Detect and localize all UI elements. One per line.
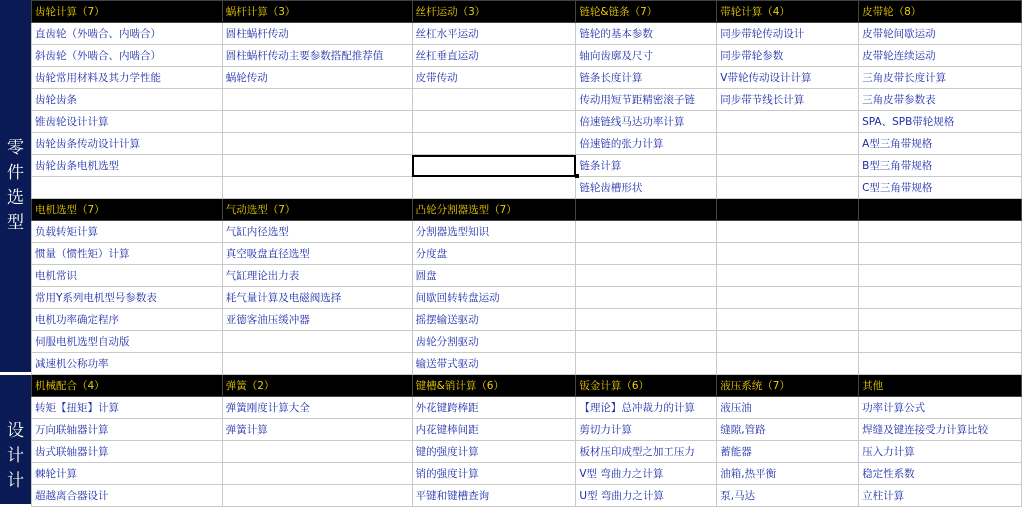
calc-link-cell[interactable]: 同步带节线长计算 [717,89,859,111]
category-char: 计 [7,471,24,491]
empty-cell[interactable] [717,111,859,133]
empty-cell[interactable] [222,331,412,353]
calc-link-cell[interactable]: 常用Y系列电机型号参数表 [32,287,223,309]
calc-link-cell[interactable]: 传动用短节距精密滚子链 [576,89,717,111]
section-header-cell[interactable]: 气动选型（7） [222,199,412,221]
empty-cell[interactable] [222,441,412,463]
empty-cell[interactable] [717,309,859,331]
calc-link-cell[interactable]: 蓄能器 [717,441,859,463]
empty-cell[interactable] [32,177,223,199]
empty-cell[interactable] [222,463,412,485]
table-row [32,331,1022,353]
section-header-cell[interactable]: 蜗杆计算（3） [222,1,412,23]
calc-link-cell[interactable]: 惯量（惯性矩）计算 [32,243,223,265]
calc-link-cell[interactable]: 泵,马达 [717,485,859,507]
empty-cell[interactable] [717,287,859,309]
empty-cell[interactable] [859,287,1022,309]
calc-link-cell[interactable]: 万向联轴器计算 [32,419,223,441]
table-row [32,221,1022,243]
calc-link-cell[interactable]: 耗气量计算及电磁阀选择 [222,287,412,309]
calc-link-cell[interactable]: 三角皮带长度计算 [859,67,1022,89]
calc-link-cell[interactable]: 键的强度计算 [412,441,576,463]
section-header-cell[interactable] [859,199,1022,221]
calc-link-cell[interactable]: 链条计算 [576,155,717,177]
calc-link-cell[interactable]: 棘轮计算 [32,463,223,485]
calc-link-cell[interactable]: 齿轮分割驱动 [412,331,576,353]
empty-cell[interactable] [576,221,717,243]
calc-link-cell[interactable]: 稳定性系数 [859,463,1022,485]
calc-link-cell[interactable]: 亚德客油压缓冲器 [222,309,412,331]
section-header-cell[interactable]: 钣金计算（6） [576,375,717,397]
empty-cell[interactable] [222,111,412,133]
section-header-cell[interactable] [717,199,859,221]
category-label-design-calc[interactable] [0,375,31,504]
section-header-cell[interactable]: 丝杆运动（3） [412,1,576,23]
category-char: 计 [7,446,24,466]
empty-cell[interactable] [859,353,1022,375]
calc-link-cell[interactable]: 剪切力计算 [576,419,717,441]
fill-handle[interactable] [575,174,579,178]
calc-link-cell[interactable]: A型三角带规格 [859,133,1022,155]
calc-link-cell[interactable]: 皮带轮间歇运动 [859,23,1022,45]
empty-cell[interactable] [859,309,1022,331]
empty-cell[interactable] [717,155,859,177]
calc-link-cell[interactable]: 分割器选型知识 [412,221,576,243]
calc-link-cell[interactable]: 蜗轮传动 [222,67,412,89]
empty-cell[interactable] [576,331,717,353]
calc-link-cell[interactable]: 减速机公称功率 [32,353,223,375]
calc-link-cell[interactable]: 焊缝及键连接受力计算比较 [859,419,1022,441]
section-header-cell[interactable]: 键槽&销计算（6） [412,375,576,397]
category-char: 型 [7,213,24,233]
empty-cell[interactable] [859,265,1022,287]
section-header-row [32,375,1022,397]
table-row [32,155,1022,177]
calc-link-cell[interactable]: 皮带传动 [412,67,576,89]
empty-cell[interactable] [717,243,859,265]
category-char: 设 [7,421,24,441]
empty-cell[interactable] [859,243,1022,265]
table-row [32,419,1022,441]
calc-link-cell[interactable]: 负载转矩计算 [32,221,223,243]
table-row [32,397,1022,419]
calc-link-cell[interactable]: 摇摆输送驱动 [412,309,576,331]
empty-cell[interactable] [717,331,859,353]
category-label-parts-selection[interactable] [0,0,31,372]
calculation-index-table [31,0,1022,507]
calc-link-cell[interactable]: V带轮传动设计计算 [717,67,859,89]
calc-link-cell[interactable]: 立柱计算 [859,485,1022,507]
table-row [32,243,1022,265]
section-header-cell[interactable]: 皮带轮（8） [859,1,1022,23]
section-header-cell[interactable]: 齿轮计算（7） [32,1,223,23]
empty-cell[interactable] [717,265,859,287]
table-row [32,177,1022,199]
empty-cell[interactable] [222,133,412,155]
calc-link-cell[interactable]: 油箱,热平衡 [717,463,859,485]
calc-link-cell[interactable]: 输送带式驱动 [412,353,576,375]
empty-cell[interactable] [717,221,859,243]
calc-link-cell[interactable]: 分度盘 [412,243,576,265]
table-row [32,309,1022,331]
calc-link-cell[interactable]: 同步带轮传动设计 [717,23,859,45]
calc-link-cell[interactable]: 链轮的基本参数 [576,23,717,45]
calc-link-cell[interactable]: 三角皮带参数表 [859,89,1022,111]
empty-cell[interactable] [222,485,412,507]
calc-link-cell[interactable]: 内花键棒间距 [412,419,576,441]
table-row [32,485,1022,507]
calc-link-cell[interactable]: 齿轮齿条电机选型 [32,155,223,177]
section-header-cell[interactable] [576,199,717,221]
calc-link-cell[interactable]: 平键和键槽查询 [412,485,576,507]
calc-link-cell[interactable]: V型 弯曲力之计算 [576,463,717,485]
empty-cell[interactable] [576,265,717,287]
section-header-row [32,199,1022,221]
calc-link-cell[interactable]: 皮带轮连续运动 [859,45,1022,67]
calc-link-cell[interactable]: 倍速链线马达功率计算 [576,111,717,133]
calc-link-cell[interactable]: 真空吸盘直径选型 [222,243,412,265]
empty-cell[interactable] [412,89,576,111]
section-header-cell[interactable]: 弹簧（2） [222,375,412,397]
calc-link-cell[interactable]: 锥齿轮设计计算 [32,111,223,133]
section-header-cell[interactable]: 其他 [859,375,1022,397]
calc-link-cell[interactable]: 超越离合器设计 [32,485,223,507]
table-row [32,23,1022,45]
calc-link-cell[interactable]: U型 弯曲力之计算 [576,485,717,507]
calc-link-cell[interactable]: 电机常识 [32,265,223,287]
empty-cell[interactable] [717,177,859,199]
calc-link-cell[interactable]: 液压油 [717,397,859,419]
empty-cell[interactable] [576,309,717,331]
calc-link-cell[interactable]: 圆柱蜗杆传动 [222,23,412,45]
calc-link-cell[interactable]: 间歇回转转盘运动 [412,287,576,309]
calc-link-cell[interactable]: 圆柱蜗杆传动主要参数搭配推荐值 [222,45,412,67]
calc-link-cell[interactable]: B型三角带规格 [859,155,1022,177]
calc-link-cell[interactable]: 伺服电机选型自动版 [32,331,223,353]
table-row [32,45,1022,67]
table-row [32,89,1022,111]
section-header-cell[interactable]: 凸轮分割器选型（7） [412,199,576,221]
calc-link-cell[interactable]: C型三角带规格 [859,177,1022,199]
empty-cell[interactable] [412,155,576,177]
empty-cell[interactable] [717,353,859,375]
calc-link-cell[interactable]: SPA、SPB带轮规格 [859,111,1022,133]
calc-link-cell[interactable]: 齿轮齿条传动设计计算 [32,133,223,155]
table-row [32,463,1022,485]
empty-cell[interactable] [859,221,1022,243]
calc-link-cell[interactable]: 直齿轮（外啮合、内啮合） [32,23,223,45]
empty-cell[interactable] [412,133,576,155]
empty-cell[interactable] [222,89,412,111]
calc-link-cell[interactable]: 电机功率确定程序 [32,309,223,331]
calc-link-cell[interactable]: 轴向齿廓及尺寸 [576,45,717,67]
empty-cell[interactable] [222,353,412,375]
section-header-cell[interactable]: 液压系统（7） [717,375,859,397]
table-row [32,265,1022,287]
calc-link-cell[interactable]: 功率计算公式 [859,397,1022,419]
calc-link-cell[interactable]: 板材压印成型之加工压力 [576,441,717,463]
calc-link-cell[interactable]: 丝杠垂直运动 [412,45,576,67]
category-char: 选 [7,188,24,208]
category-char: 件 [7,163,24,183]
table-row [32,111,1022,133]
calc-link-cell[interactable]: 齿轮常用材料及其力学性能 [32,67,223,89]
empty-cell[interactable] [412,177,576,199]
calc-link-cell[interactable]: 齿轮齿条 [32,89,223,111]
calc-link-cell[interactable]: 销的强度计算 [412,463,576,485]
section-header-cell[interactable]: 带轮计算（4） [717,1,859,23]
calc-link-cell[interactable]: 齿式联轴器计算 [32,441,223,463]
calc-link-cell[interactable]: 【理论】总冲裁力的计算 [576,397,717,419]
calc-link-cell[interactable]: 气缸内径选型 [222,221,412,243]
calc-link-cell[interactable]: 圆盘 [412,265,576,287]
calc-link-cell[interactable]: 倍速链的张力计算 [576,133,717,155]
empty-cell[interactable] [717,133,859,155]
calc-link-cell[interactable]: 气缸理论出力表 [222,265,412,287]
section-header-cell[interactable]: 链轮&链条（7） [576,1,717,23]
empty-cell[interactable] [859,331,1022,353]
empty-cell[interactable] [222,155,412,177]
table-row [32,133,1022,155]
calc-link-cell[interactable]: 转矩【扭矩】计算 [32,397,223,419]
section-header-cell[interactable]: 机械配合（4） [32,375,223,397]
calc-link-cell[interactable]: 缝隙,管路 [717,419,859,441]
calc-link-cell[interactable]: 外花键跨棒距 [412,397,576,419]
calc-link-cell[interactable]: 同步带轮参数 [717,45,859,67]
calc-link-cell[interactable]: 丝杠水平运动 [412,23,576,45]
table-row [32,67,1022,89]
calc-link-cell[interactable]: 链条长度计算 [576,67,717,89]
empty-cell[interactable] [576,353,717,375]
calc-link-cell[interactable]: 弹簧刚度计算大全 [222,397,412,419]
section-header-row [32,1,1022,23]
empty-cell[interactable] [222,177,412,199]
empty-cell[interactable] [576,243,717,265]
section-header-cell[interactable]: 电机选型（7） [32,199,223,221]
calc-link-cell[interactable]: 压入力计算 [859,441,1022,463]
calc-link-cell[interactable]: 弹簧计算 [222,419,412,441]
empty-cell[interactable] [412,111,576,133]
category-char: 零 [7,138,24,158]
table-row [32,287,1022,309]
calc-link-cell[interactable]: 链轮齿槽形状 [576,177,717,199]
table-row [32,441,1022,463]
table-row [32,353,1022,375]
empty-cell[interactable] [576,287,717,309]
calc-link-cell[interactable]: 斜齿轮（外啮合、内啮合） [32,45,223,67]
